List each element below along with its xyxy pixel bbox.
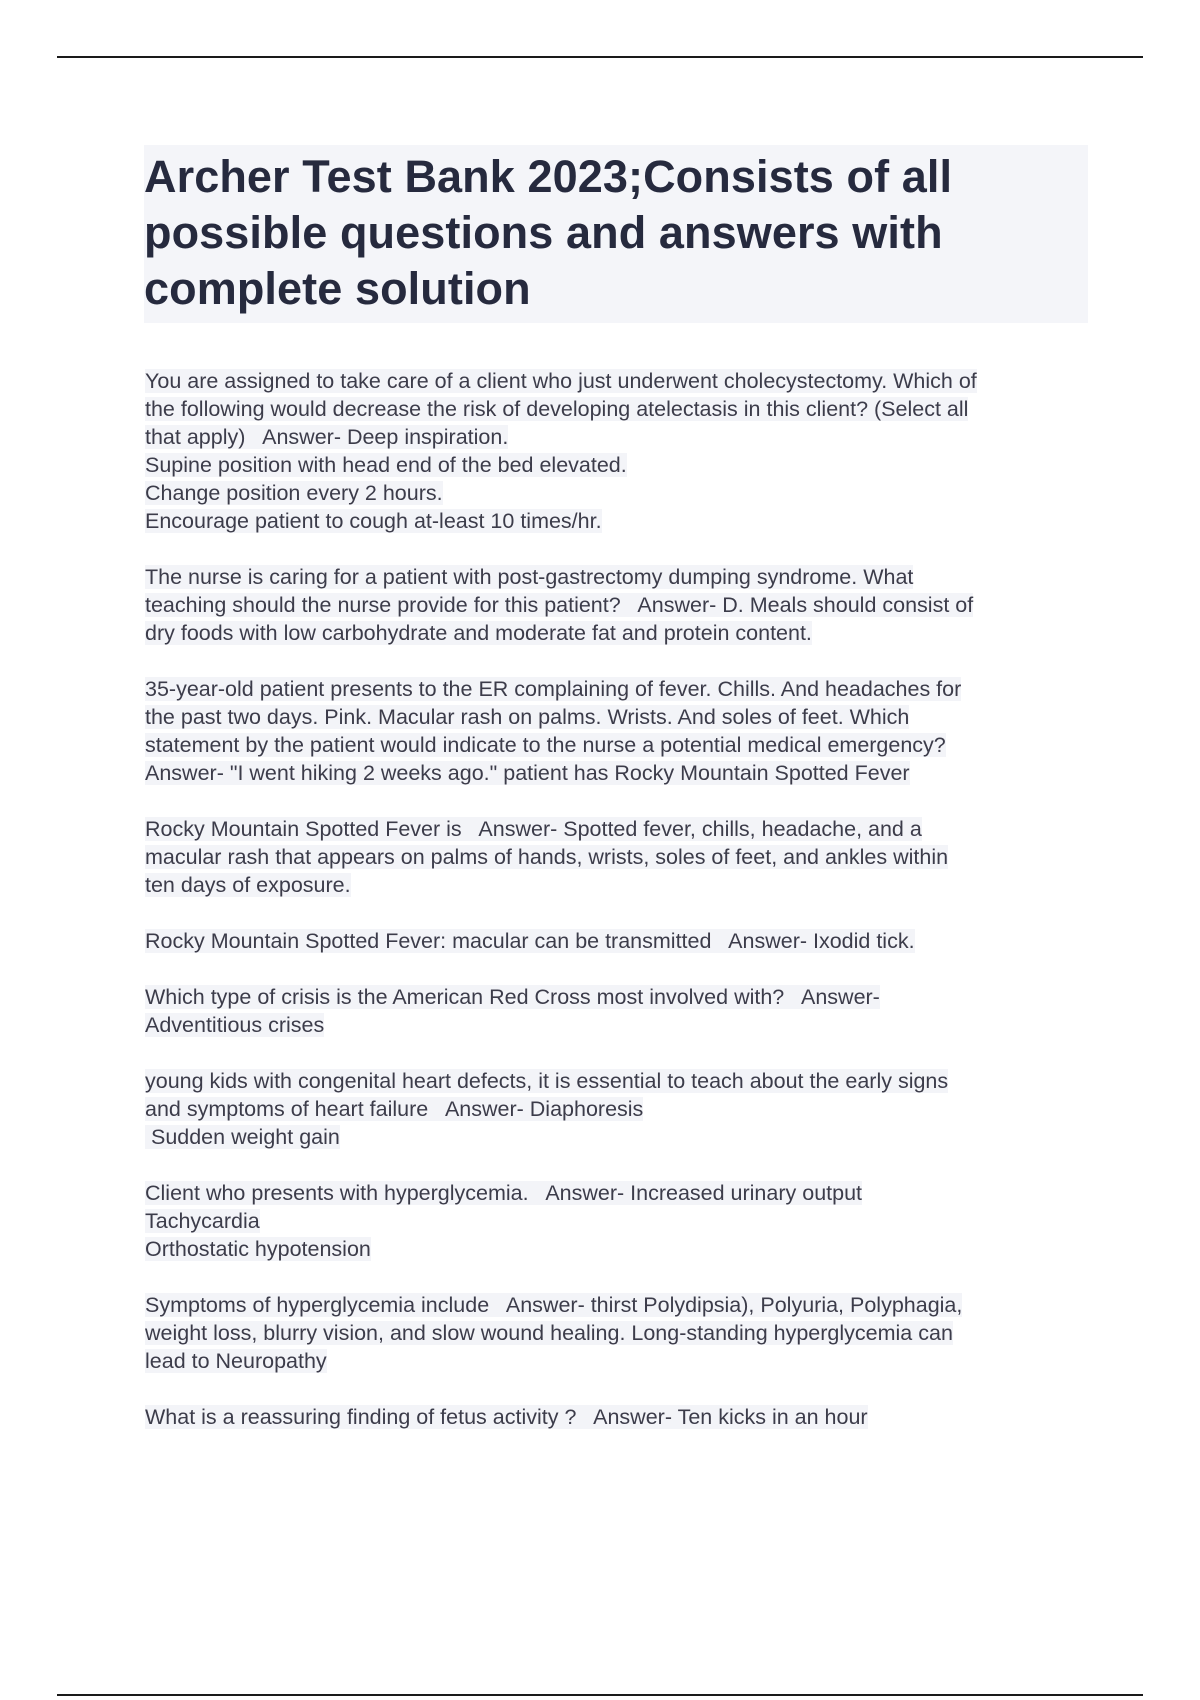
- qa-line-wrapper: [145, 983, 1095, 1011]
- qa-item: [145, 927, 1095, 955]
- qa-line: What is a reassuring finding of fetus activity ? Answer- Ten kicks in an hour: [145, 1405, 868, 1429]
- qa-item: [145, 983, 1095, 1039]
- qa-item: [145, 675, 1095, 787]
- title-line: possible questions and answers with: [144, 207, 943, 258]
- qa-line-wrapper: [145, 1207, 1095, 1235]
- qa-line: the following would decrease the risk of developing atelectasis in this client? (Select all: [145, 397, 969, 421]
- qa-line-wrapper: [145, 843, 1095, 871]
- qa-list: [145, 367, 1095, 1459]
- qa-line: Encourage patient to cough at-least 10 times/hr.: [145, 509, 602, 533]
- qa-item: [145, 1403, 1095, 1431]
- qa-line: Sudden weight gain: [145, 1125, 340, 1149]
- title-block: [144, 145, 1088, 323]
- qa-line-wrapper: [145, 563, 1095, 591]
- qa-line-wrapper: [145, 675, 1095, 703]
- qa-line: Client who presents with hyperglycemia. Answer- Increased urinary output: [145, 1181, 863, 1205]
- qa-line: Orthostatic hypotension: [145, 1237, 371, 1261]
- title-line: complete solution: [144, 263, 531, 314]
- qa-line-wrapper: [145, 479, 1095, 507]
- qa-line: Which type of crisis is the American Red Cross most involved with? Answer-: [145, 985, 880, 1009]
- qa-line: Adventitious crises: [145, 1013, 325, 1037]
- qa-line-wrapper: [145, 1123, 1095, 1151]
- qa-line: You are assigned to take care of a client who just underwent cholecystectomy. Which of: [145, 369, 977, 393]
- qa-line-wrapper: [145, 1319, 1095, 1347]
- qa-line: Symptoms of hyperglycemia include Answer- thirst Polydipsia), Polyuria, Polyphagia,: [145, 1293, 963, 1317]
- qa-line: Supine position with head end of the bed elevated.: [145, 453, 627, 477]
- qa-line-wrapper: [145, 507, 1095, 535]
- qa-item: [145, 563, 1095, 647]
- qa-line: Answer- "I went hiking 2 weeks ago." patient has Rocky Mountain Spotted Fever: [145, 761, 910, 785]
- qa-line-wrapper: [145, 451, 1095, 479]
- qa-line: weight loss, blurry vision, and slow wound healing. Long-standing hyperglycemia can: [145, 1321, 953, 1345]
- qa-line-wrapper: [145, 1347, 1095, 1375]
- qa-line: Rocky Mountain Spotted Fever: macular can be transmitted Answer- Ixodid tick.: [145, 929, 915, 953]
- qa-line: teaching should the nurse provide for this patient? Answer- D. Meals should consist of: [145, 593, 974, 617]
- qa-line: that apply) Answer- Deep inspiration.: [145, 425, 509, 449]
- qa-line-wrapper: [145, 927, 1095, 955]
- qa-line-wrapper: [145, 703, 1095, 731]
- qa-item: [145, 1291, 1095, 1375]
- qa-line: and symptoms of heart failure Answer- Diaphoresis: [145, 1097, 644, 1121]
- qa-line-wrapper: [145, 1235, 1095, 1263]
- footer-rule: [57, 1694, 1143, 1696]
- qa-line-wrapper: [145, 1403, 1095, 1431]
- qa-item: [145, 1179, 1095, 1263]
- qa-line: the past two days. Pink. Macular rash on palms. Wrists. And soles of feet. Which: [145, 705, 910, 729]
- qa-line: ten days of exposure.: [145, 873, 351, 897]
- qa-line-wrapper: [145, 367, 1095, 395]
- qa-line: 35-year-old patient presents to the ER complaining of fever. Chills. And headaches for: [145, 677, 962, 701]
- qa-line: macular rash that appears on palms of hands, wrists, soles of feet, and ankles within: [145, 845, 949, 869]
- qa-line-wrapper: [145, 423, 1095, 451]
- qa-line-wrapper: [145, 395, 1095, 423]
- qa-line: Tachycardia: [145, 1209, 260, 1233]
- qa-line-wrapper: [145, 1291, 1095, 1319]
- qa-line: Change position every 2 hours.: [145, 481, 443, 505]
- qa-item: [145, 1067, 1095, 1151]
- qa-line-wrapper: [145, 871, 1095, 899]
- qa-line-wrapper: [145, 591, 1095, 619]
- qa-line-wrapper: [145, 1095, 1095, 1123]
- qa-line: young kids with congenital heart defects, it is essential to teach about the early signs: [145, 1069, 949, 1093]
- qa-line: dry foods with low carbohydrate and moderate fat and protein content.: [145, 621, 812, 645]
- qa-line-wrapper: [145, 1179, 1095, 1207]
- title-line: Archer Test Bank 2023;Consists of all: [144, 151, 953, 202]
- qa-item: [145, 815, 1095, 899]
- qa-line: lead to Neuropathy: [145, 1349, 327, 1373]
- header-rule: [57, 56, 1143, 58]
- qa-line-wrapper: [145, 1011, 1095, 1039]
- qa-line: Rocky Mountain Spotted Fever is Answer- Spotted fever, chills, headache, and a: [145, 817, 922, 841]
- document-title: [144, 149, 1088, 317]
- qa-line-wrapper: [145, 1067, 1095, 1095]
- qa-item: [145, 367, 1095, 535]
- qa-line: statement by the patient would indicate to the nurse a potential medical emergency?: [145, 733, 946, 757]
- qa-line: The nurse is caring for a patient with post-gastrectomy dumping syndrome. What: [145, 565, 914, 589]
- qa-line-wrapper: [145, 815, 1095, 843]
- qa-line-wrapper: [145, 759, 1095, 787]
- qa-line-wrapper: [145, 619, 1095, 647]
- qa-line-wrapper: [145, 731, 1095, 759]
